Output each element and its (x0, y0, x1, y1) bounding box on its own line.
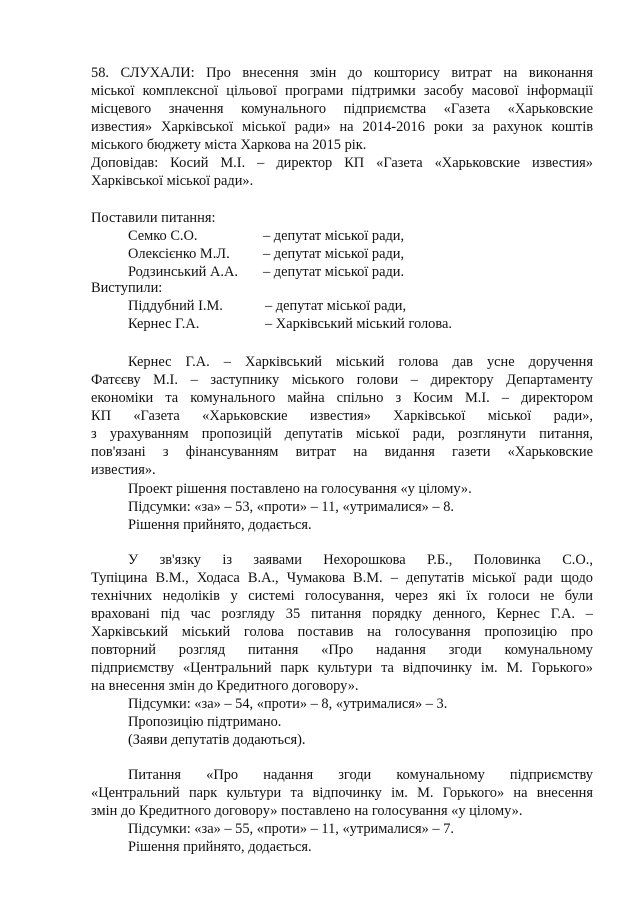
note-line: (Заяви депутатів додаються). (128, 732, 306, 748)
paragraph-line: технічних недоліків у системі голосування, через які їх голоси не були (91, 588, 593, 604)
paragraph-line: пов'язані з фінансуванням витрат на видання газети «Харьковские (91, 444, 593, 460)
paragraph-line: економіки та комунального майна спільно з Косим М.І. – директором (91, 390, 593, 406)
paragraph-line: на внесення змін до Кредитного договору». (91, 678, 359, 694)
vote-line: Проект рішення поставлено на голосування «у цілому». (128, 481, 472, 497)
decision-line: Рішення прийнято, додається. (128, 517, 312, 533)
speaker-role: – депутат міської ради, (265, 298, 407, 314)
questions-heading: Поставили питання: (91, 210, 216, 226)
paragraph-line: змін до Кредитного договору» поставлено на голосування «у цілому». (91, 803, 523, 819)
item-text-line: міської комплексної цільової програми підтримки засобу масової інформації (91, 83, 593, 99)
paragraph-line: підприємству «Центральний парк культури та відпочинку ім. М. Горького» (91, 660, 593, 676)
reporter-line: Доповідав: Косий М.І. – директор КП «Газета «Харьковские известия» (91, 155, 593, 171)
question-role: – депутат міської ради, (263, 246, 405, 262)
speaker-role: – Харківський міський голова. (265, 316, 452, 332)
paragraph-line: У зв'язку із заявами Нехорошкова Р.Б., Половинка С.О., (128, 552, 593, 568)
speakers-heading: Виступили: (91, 280, 163, 296)
speaker-name: Кернес Г.А. (128, 316, 200, 332)
question-name: Родзинський А.А. (128, 264, 238, 280)
decision-line: Пропозицію підтримано. (128, 714, 282, 730)
paragraph-line: известия». (91, 462, 156, 478)
question-role: – депутат міської ради. (263, 264, 405, 280)
item-text-line: міського бюджету міста Харкова на 2015 рік. (91, 137, 367, 153)
paragraph-line: Кернес Г.А. – Харківський міський голова дав усне доручення (128, 354, 593, 370)
paragraph-line: Питання «Про надання згоди комунальному підприємству (128, 767, 593, 783)
item-text-line: известия» Харківської міської ради» на 2014-2016 роки за рахунок коштів (91, 119, 593, 135)
paragraph-line: з урахуванням пропозицій депутатів міської ради, розглянути питання, (91, 426, 593, 442)
paragraph-line: КП «Газета «Харьковские известия» Харківської міської ради», (91, 408, 593, 424)
paragraph-line: повторний розгляд питання «Про надання згоди комунальному (91, 642, 593, 658)
paragraph-line: «Центральний парк культури та відпочинку ім. М. Горького» на внесення (91, 785, 593, 801)
vote-result-line: Підсумки: «за» – 53, «проти» – 11, «утрималися» – 8. (128, 499, 455, 515)
item-heading-line: 58. СЛУХАЛИ: Про внесення змін до кошторису витрат на виконання (91, 65, 593, 81)
vote-result-line: Підсумки: «за» – 54, «проти» – 8, «утрималися» – 3. (128, 696, 448, 712)
reporter-line: Харківської міської ради». (91, 173, 254, 189)
question-role: – депутат міської ради, (263, 228, 405, 244)
item-text-line: місцевого значення комунального підприємства «Газета «Харьковские (91, 101, 593, 117)
question-name: Олексієнко М.Л. (128, 246, 230, 262)
paragraph-line: Тупіцина В.М., Ходаса В.А., Чумакова В.М. – депутатів міської ради щодо (91, 570, 593, 586)
vote-result-line: Підсумки: «за» – 55, «проти» – 11, «утрималися» – 7. (128, 821, 455, 837)
paragraph-line: Фатєєву М.І. – заступнику міського голови – директору Департаменту (91, 372, 593, 388)
decision-line: Рішення прийнято, додається. (128, 839, 312, 855)
paragraph-line: враховані під час розгляду 35 питання порядку денного, Кернес Г.А. – (91, 606, 593, 622)
question-name: Семко С.О. (128, 228, 198, 244)
paragraph-line: Харківський міський голова поставив на голосування пропозицію про (91, 624, 593, 640)
speaker-name: Піддубний І.М. (128, 298, 223, 314)
